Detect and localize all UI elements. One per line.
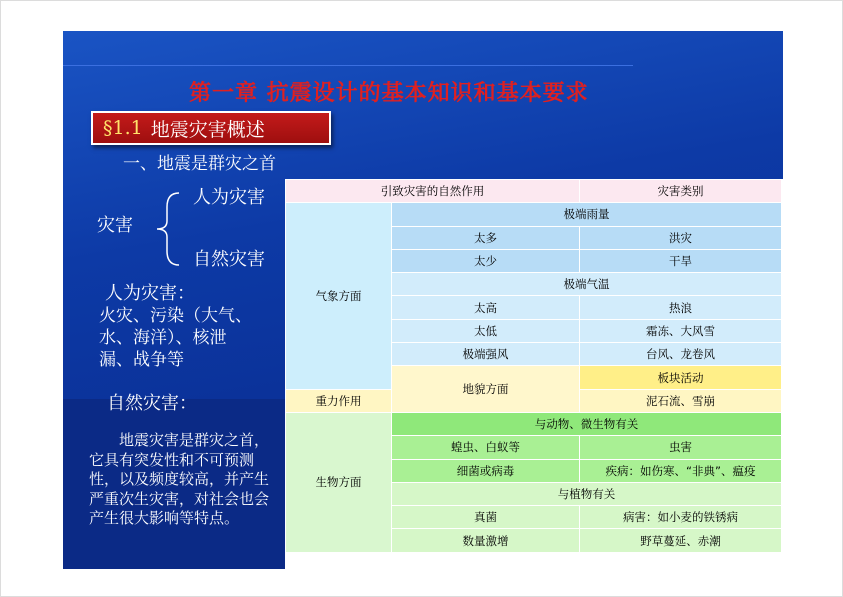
table-cell: 虫害 [580, 436, 782, 459]
category-bio: 生物方面 [286, 412, 392, 552]
natural-heading: 自然灾害： [107, 393, 197, 414]
table-cell: 台风、龙卷风 [580, 343, 782, 366]
table-cell: 洪灾 [580, 226, 782, 249]
human-line: 水、海洋）、核泄 [99, 328, 227, 348]
table-cell: 细菌或病毒 [392, 459, 580, 482]
table-cell: 霜冻、大风雪 [580, 319, 782, 342]
category-terrain: 地貌方面 [392, 366, 580, 413]
chapter-title: 第一章 抗震设计的基本知识和基本要求 [189, 80, 589, 106]
table-cell: 太低 [392, 319, 580, 342]
header-type: 灾害类别 [580, 180, 782, 203]
table-cell: 疾病：如伤寒、“非典”、瘟疫 [580, 459, 782, 482]
table-cell: 太少 [392, 249, 580, 272]
subheading-plant: 与植物有关 [392, 482, 782, 505]
category-weather: 气象方面 [286, 203, 392, 389]
divider [63, 65, 633, 66]
natural-paragraph: 地震灾害是群灾之首，它具有突发性和不可预测性，以及频度较高，并产生严重次生灾害，对社会也会产生很大影响等特点。 [89, 431, 270, 527]
branch-natural: 自然灾害 [193, 249, 265, 270]
human-heading: 人为灾害： [105, 283, 195, 304]
table-cell: 太多 [392, 226, 580, 249]
section-title-box [91, 111, 331, 145]
table-row [286, 203, 782, 226]
human-list [99, 305, 252, 371]
table-cell: 板块活动 [580, 366, 782, 389]
branch-human: 人为灾害 [193, 187, 265, 208]
table-cell: 病害：如小麦的铁锈病 [580, 506, 782, 529]
disaster-table [285, 179, 783, 569]
section-number: §1.1 [103, 117, 143, 139]
disaster-label: 灾害 [97, 215, 133, 236]
brace-icon [153, 189, 183, 269]
table-cell: 蝗虫、白蚁等 [392, 436, 580, 459]
human-line: 漏、战争等 [99, 350, 184, 370]
header-cause: 引致灾害的自然作用 [286, 180, 580, 203]
table-cell: 真菌 [392, 506, 580, 529]
table-cell: 野草蔓延、赤潮 [580, 529, 782, 552]
subheading-rain: 极端雨量 [392, 203, 782, 226]
table-cell: 干旱 [580, 249, 782, 272]
table-cell: 数量激增 [392, 529, 580, 552]
table-cell: 太高 [392, 296, 580, 319]
table-header-row [286, 180, 782, 203]
table-cell: 重力作用 [286, 389, 392, 412]
section-title: 地震灾害概述 [150, 118, 265, 141]
table-row [286, 412, 782, 435]
table-cell: 热浪 [580, 296, 782, 319]
slide [63, 31, 783, 569]
subheading: 一、地震是群灾之首 [123, 154, 276, 174]
subheading-animal: 与动物、微生物有关 [392, 412, 782, 435]
table-cell: 极端强风 [392, 343, 580, 366]
table-cell: 泥石流、雪崩 [580, 389, 782, 412]
subheading-temp: 极端气温 [392, 273, 782, 296]
disaster-table-grid [285, 179, 782, 553]
human-line: 火灾、污染（大气、 [99, 306, 252, 326]
